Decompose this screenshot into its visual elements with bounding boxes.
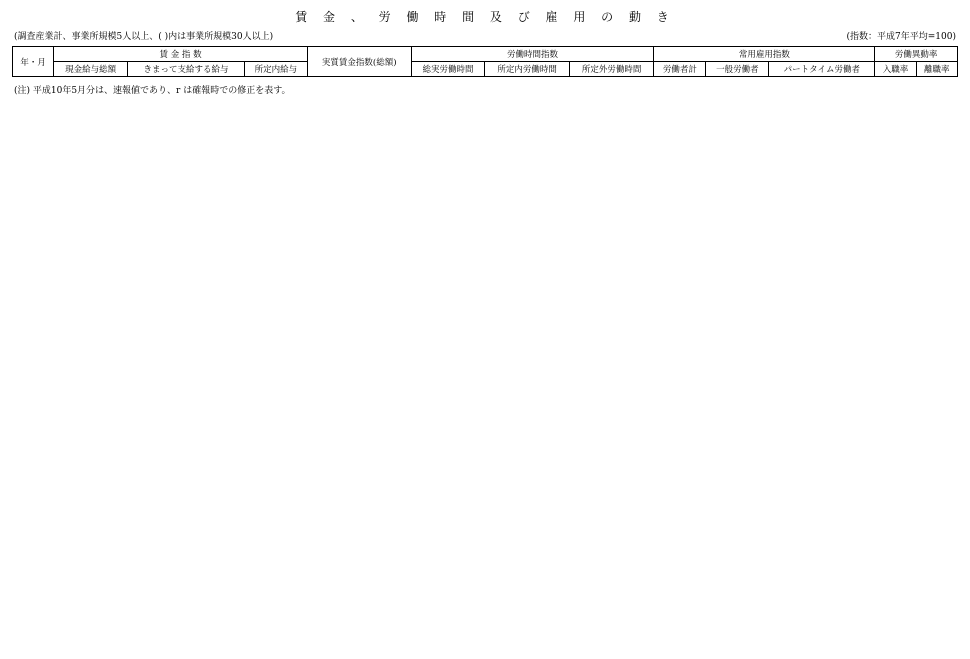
page-title: 賃 金 、 労 働 時 間 及 び 雇 用 の 動 き [295, 10, 675, 24]
col-accession-rate: 入職率 [875, 62, 916, 77]
group-employment: 常用雇用指数 [654, 47, 875, 62]
col-scheduled-hours: 所定内労働時間 [485, 62, 570, 77]
col-part-time: パートタイム労働者 [769, 62, 875, 77]
scope-note: (調査産業計、事業所規模5人以上、( )内は事業所規模30人以上) [14, 32, 274, 42]
statistics-table [12, 46, 958, 77]
col-real-wage: 実質賃金指数(総額) [307, 47, 411, 77]
col-overtime-hours: 所定外労働時間 [569, 62, 654, 77]
group-turnover: 労働異動率 [875, 47, 958, 62]
group-wage: 賃 金 指 数 [54, 47, 308, 62]
col-general-workers: 一般労働者 [706, 62, 769, 77]
footnote: (注) 平成10年5月分は、速報値であり、r は確報時での修正を表す。 [14, 86, 291, 96]
col-total-hours: 総実労働時間 [411, 62, 485, 77]
col-total-cash: 現金給与総額 [54, 62, 128, 77]
col-scheduled-pay: 所定内給与 [244, 62, 307, 77]
col-separation-rate: 離職率 [916, 62, 957, 77]
col-period: 年・月 [13, 47, 54, 77]
col-regular-pay: きまって支給する給与 [128, 62, 245, 77]
group-hours: 労働時間指数 [411, 47, 654, 62]
index-base-note: (指数：平成7年平均=100) [846, 32, 956, 42]
col-employees: 労働者計 [654, 62, 706, 77]
